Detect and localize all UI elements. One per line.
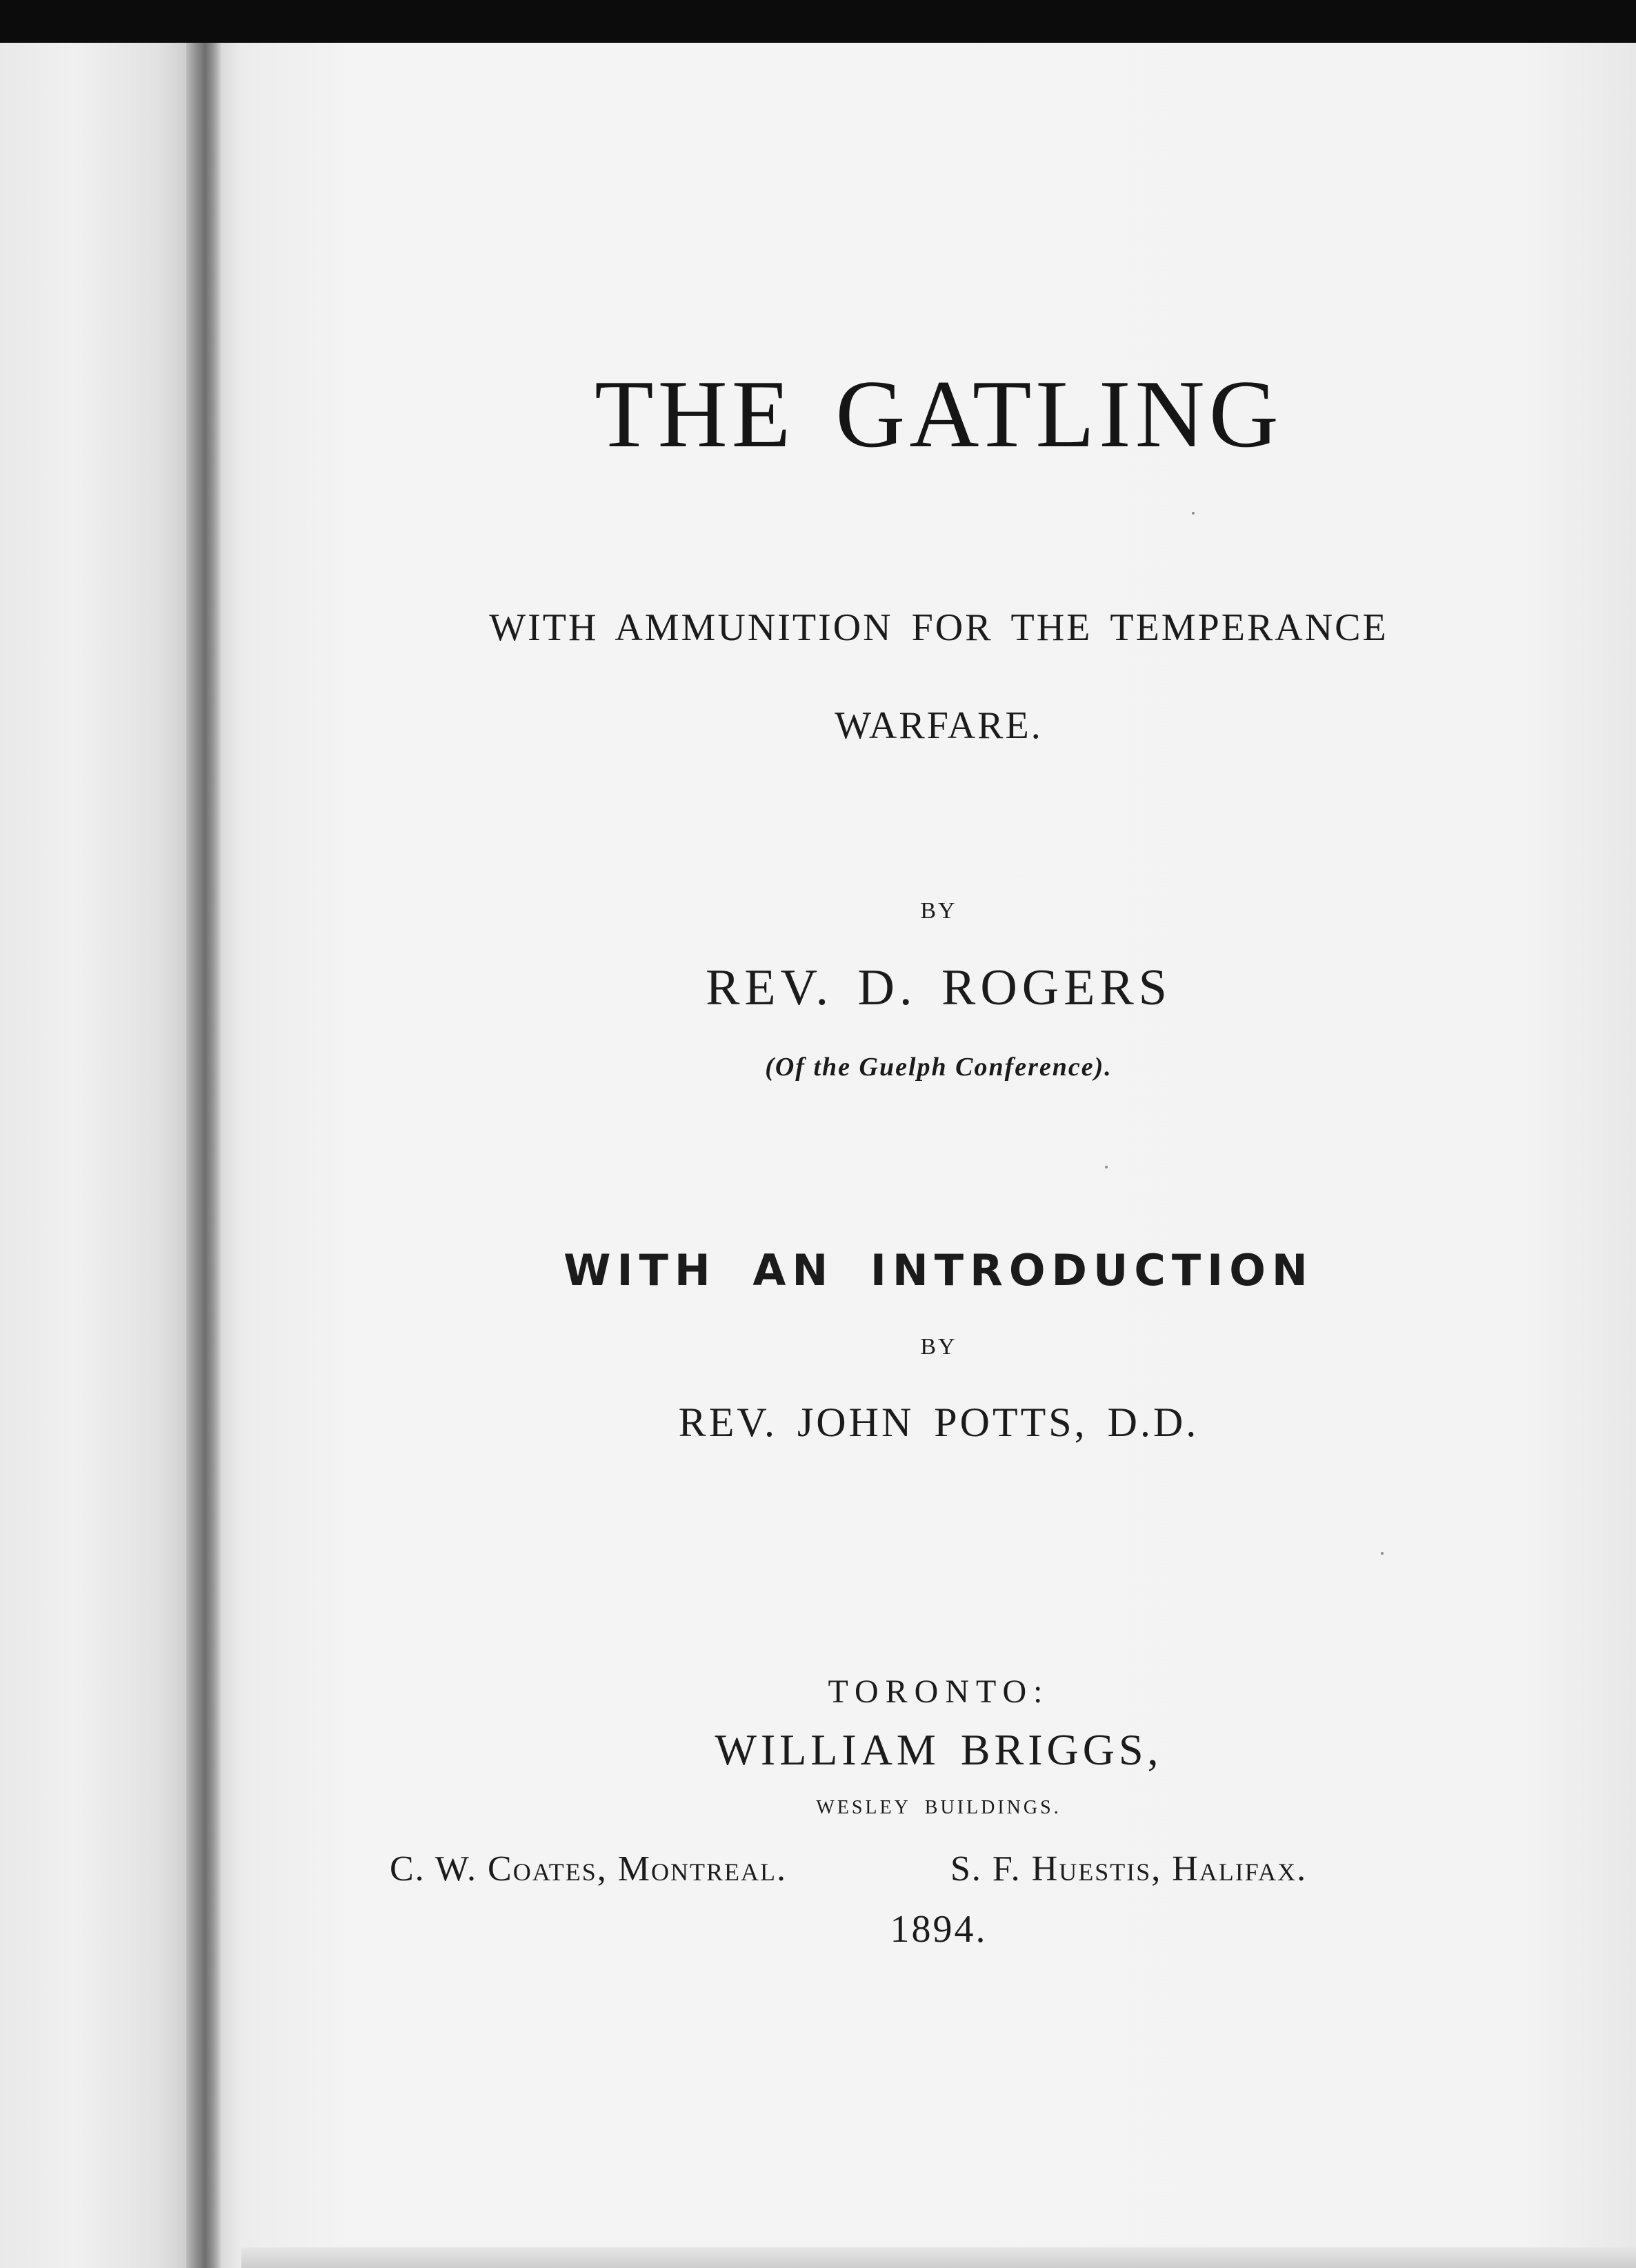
subtitle-line-1: WITH AMMUNITION FOR THE TEMPERANCE	[489, 606, 1388, 649]
book-gutter	[186, 43, 221, 2268]
subtitle-line-2: WARFARE.	[835, 704, 1043, 747]
scan-top-border	[0, 0, 1636, 43]
gutter-edge	[221, 43, 241, 2268]
author-affiliation: (Of the Guelph Conference).	[765, 1053, 1113, 1082]
agent-halifax: S. F. Huestis, Halifax.	[950, 1849, 1308, 1889]
agent-montreal: C. W. Coates, Montreal.	[390, 1849, 787, 1889]
publisher-address: WESLEY BUILDINGS.	[816, 1797, 1061, 1818]
by-label: BY	[920, 898, 957, 924]
author-name: REV. D. ROGERS	[706, 959, 1172, 1016]
introduction-heading: WITH AN INTRODUCTION	[563, 1245, 1314, 1295]
publication-year: 1894.	[890, 1908, 988, 1951]
book-title: THE GATLING	[595, 361, 1283, 468]
introduction-author: REV. JOHN POTTS, D.D.	[678, 1400, 1199, 1445]
paper-speck	[1192, 512, 1195, 515]
paper-speck	[1381, 1552, 1384, 1555]
page-bottom-shadow	[241, 2247, 1636, 2268]
paper-speck	[1105, 1166, 1108, 1168]
imprint-city: TORONTO:	[828, 1673, 1050, 1710]
publisher-name: WILLIAM BRIGGS,	[715, 1725, 1163, 1774]
facing-page-edge	[0, 43, 186, 2268]
introduction-by-label: BY	[920, 1334, 957, 1360]
